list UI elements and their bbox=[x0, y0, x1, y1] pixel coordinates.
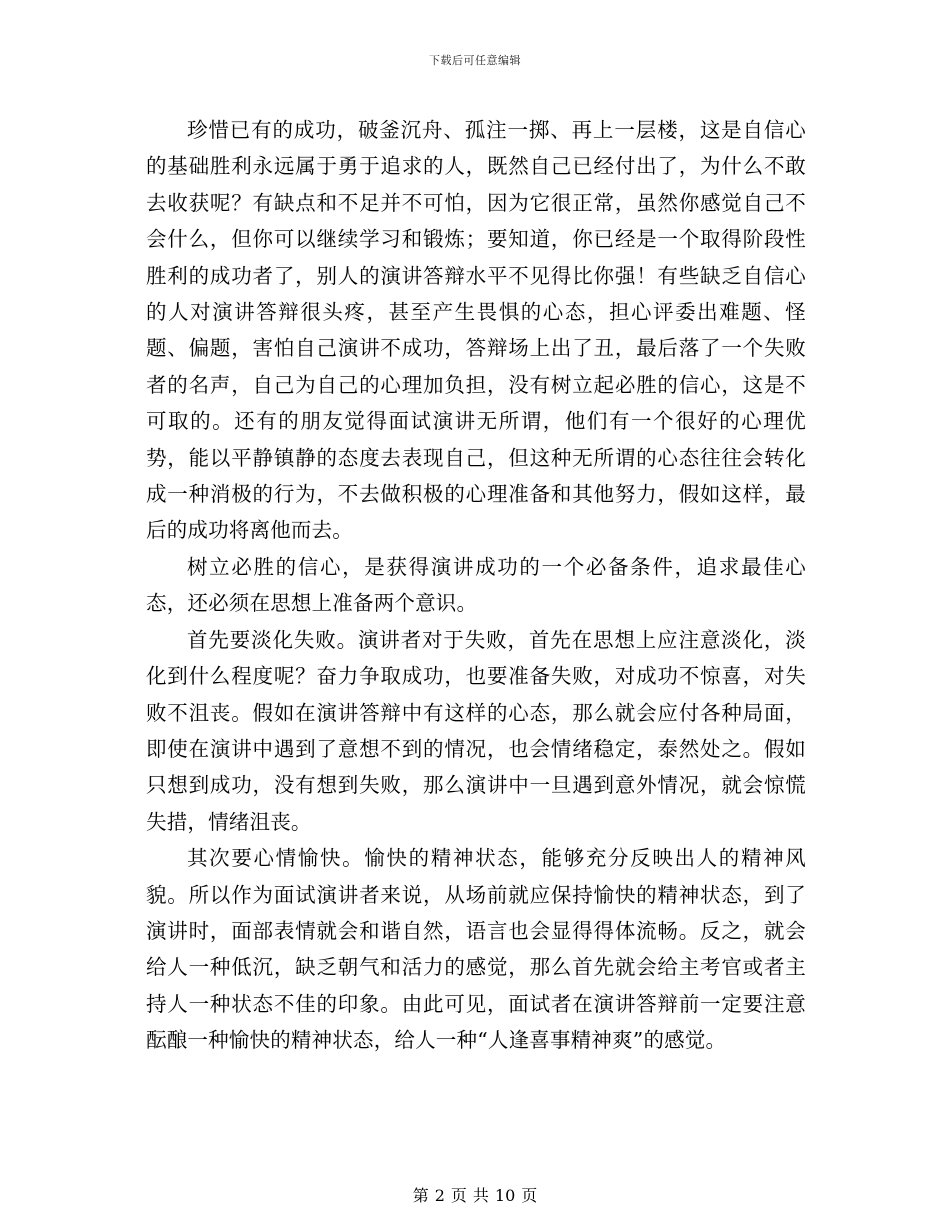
footer-current-page: 2 bbox=[434, 1186, 445, 1205]
footer-page-word: 页 bbox=[450, 1186, 467, 1205]
paragraph-2: 树立必胜的信心，是获得演讲成功的一个必备条件，追求最佳心态，还必须在思想上准备两个意识。 bbox=[146, 554, 806, 616]
page-number-footer bbox=[0, 1183, 950, 1206]
page-header-note: 下载后可任意编辑 bbox=[429, 54, 521, 67]
paragraph-4: 其次要心情愉快。愉快的精神状态，能够充分反映出人的精神风貌。所以作为面试演讲者来说，从场前就应保持愉快的精神状态，到了演讲时，面部表情就会和谐自然，语言也会显得得体流畅。反之，就会给人一种低沉，缺乏朝气和活力的感觉，那么首先就会给主考官或者主持人一种状态不佳的印象。由此可见，面试者在演讲答辩前一定要注意酝酿一种愉快的精神状态，给人一种“人逢喜事精神爽”的感觉。 bbox=[146, 846, 806, 1053]
paragraph-3: 首先要淡化失败。演讲者对于失败，首先在思想上应注意淡化，淡化到什么程度呢？奋力争取成功，也要准备失败，对成功不惊喜，对失败不沮丧。假如在演讲答辩中有这样的心态，那么就会应付各种局面，即使在演讲中遇到了意想不到的情况，也会情绪稳定，泰然处之。假如只想到成功，没有想到失败，那么演讲中一旦遇到意外情况，就会惊慌失措，情绪沮丧。 bbox=[146, 627, 806, 834]
footer-total-word: 共 bbox=[472, 1186, 489, 1205]
document-body bbox=[146, 112, 806, 1059]
footer-suffix: 页 bbox=[521, 1186, 538, 1205]
footer-total-pages: 10 bbox=[494, 1186, 516, 1205]
paragraph-1: 珍惜已有的成功，破釜沉舟、孤注一掷、再上一层楼，这是自信心的基础胜利永远属于勇于追求的人，既然自己已经付出了，为什么不敢去收获呢？有缺点和不足并不可怕，因为它很正常，虽然你感觉自己不会什么，但你可以继续学习和锻炼；要知道，你已经是一个取得阶段性胜利的成功者了，别人的演讲答辩水平不见得比你强！有些缺乏自信心的人对演讲答辩很头疼，甚至产生畏惧的心态，担心评委出难题、怪题、偏题，害怕自己演讲不成功，答辩场上出了丑，最后落了一个失败者的名声，自己为自己的心理加负担，没有树立起必胜的信心，这是不可取的。还有的朋友觉得面试演讲无所谓，他们有一个很好的心理优势，能以平静镇静的态度去表现自己，但这种无所谓的心态往往会转化成一种消极的行为，不去做积极的心理准备和其他努力，假如这样，最后的成功将离他而去。 bbox=[146, 118, 806, 543]
footer-prefix: 第 bbox=[412, 1186, 429, 1205]
